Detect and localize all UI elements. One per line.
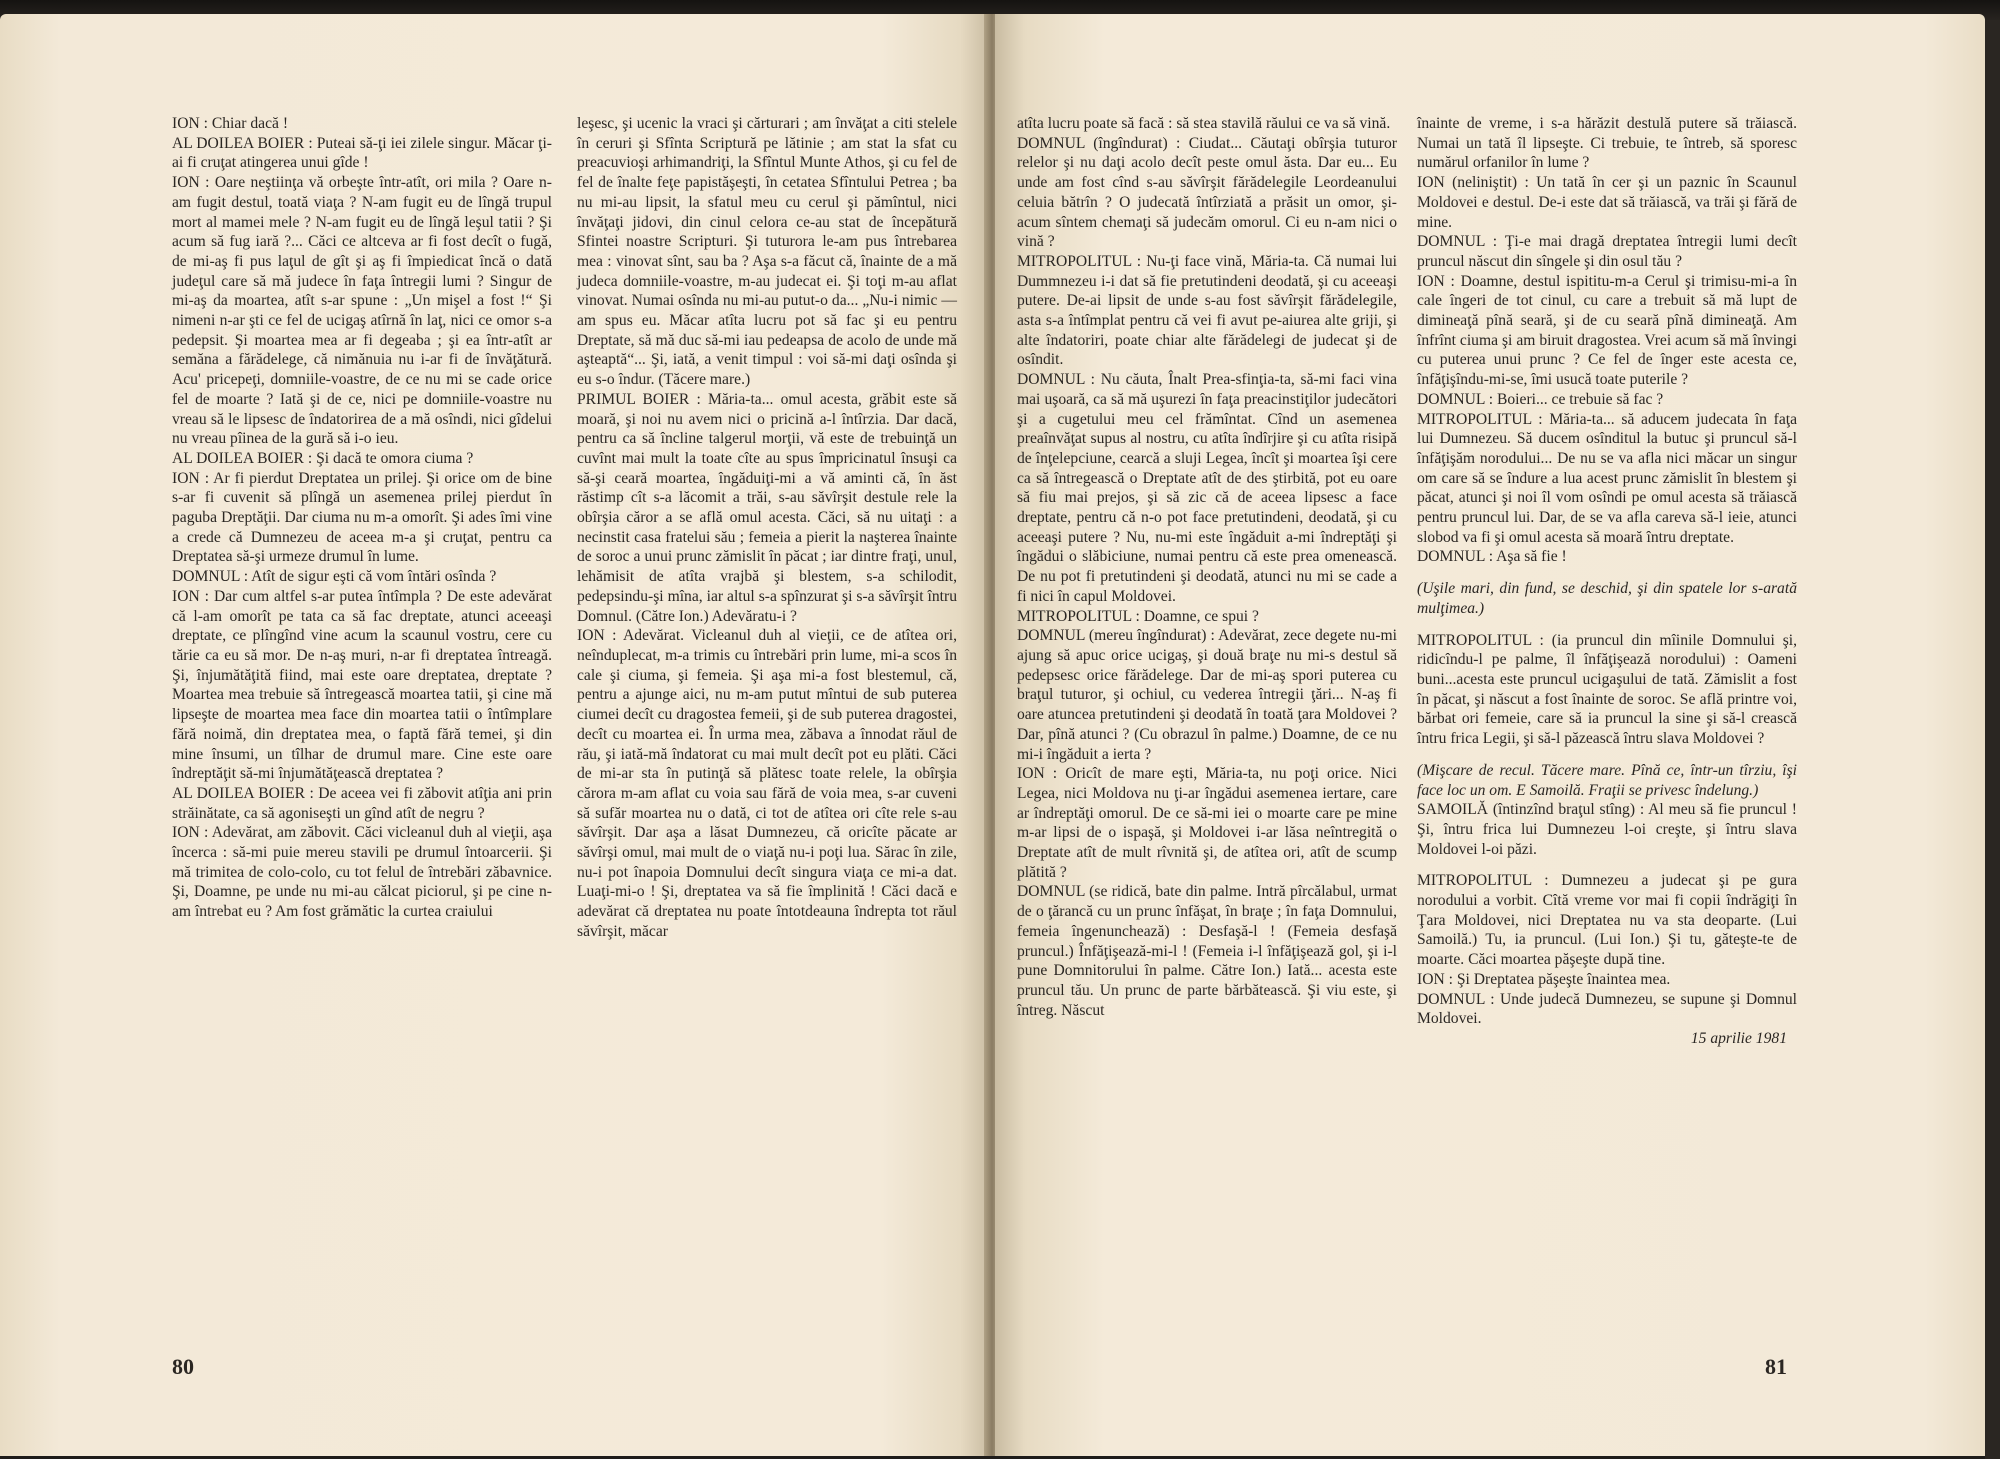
paragraph: ION : Dar cum altfel s-ar putea întîmpla ? De este adevărat că l-am omorît pe tata ca să fac dreptate, atunci aceeaşi dreptate, ce plîngînd vine acum la scaunul vostru, cere cu tărie ca eu să mor. De n-aş muri, n-ar fi dreptatea întreagă. Şi, înjumătăţită fiind, mai este oare dreptatea, dreptate ? Moartea mea trebuie să întregească moartea tatii, şi cine mă lipseşte de moartea mea face din moartea tatii o întîmplare fără noimă, din dreptatea mea, o faptă fără temei, şi din mine însumi, un tîlhar de drumul mare. Cine este oare îndreptăţit să-mi înjumătăţească dreptatea ? xyxy=(172,587,552,783)
paragraph: MITROPOLITUL : Măria-ta... să aducem judecata în faţa lui Dumnezeu. Să ducem osînditul la butuc şi pruncul să-l înfăţişăm norodului... De nu se va afla nici măcar un singur om care să se îndure a lua acest prunc zămislit în blestem şi păcat, atunci şi noi îl vom osîndi pe omul acesta să trăiască pentru pruncul lui. Dar, de se va afla careva să-l ieie, atunci slobod va fi şi omul acesta să moară întru dreptate. xyxy=(1417,410,1797,546)
right-column-2 xyxy=(1417,114,1797,1049)
page-number: 80 xyxy=(172,1354,194,1379)
date: 15 aprilie 1981 xyxy=(1690,1029,1787,1047)
paragraph: DOMNUL : Aşa să fie ! xyxy=(1417,548,1567,566)
paragraph: ION : Ar fi pierdut Dreptatea un prilej. Şi orice om de bine s-ar fi cuvenit să plîngă un asemenea prilej pierdut în paguba Dreptăţii. Dar ciuma nu m-a omorît. Şi ades îmi vine a crede că Dumnezeu de aceea m-a şi cruţat, pentru ca Dreptatea să-şi urmeze drumul în lume. xyxy=(172,469,552,566)
right-column-1 xyxy=(1017,114,1397,1020)
paragraph: atîta lucru poate să facă : să stea stavilă răului ce va să vină. xyxy=(1017,115,1391,132)
paragraph: DOMNUL : Unde judecă Dumnezeu, se supune şi Domnul Moldovei. xyxy=(1417,990,1797,1028)
paragraph: DOMNUL : Atît de sigur eşti că vom întări osînda ? xyxy=(172,568,497,586)
paragraph: AL DOILEA BOIER : De aceea vei fi zăbovit atîţia ani prin străinătate, ca să agoniseşti un gînd atît de negru ? xyxy=(172,784,552,822)
paragraph: DOMNUL (se ridică, bate din palme. Intră pîrcălabul, urmat de o ţărancă cu un prunc înfăşat, în braţe ; în faţa Domnului, femeia îngenunchează) : Desfaşă-l ! (Femeia desfaşă pruncul.) Înfăţişează-mi-l ! (Femeia i-l înfăţişează gol, şi i-l pune Domnitorului în palme. Către Ion.) Iată... acesta este pruncul tău. Un prunc de parte bărbătească. Şi viu este, şi întreg. Născut xyxy=(1017,883,1397,1019)
left-column-2 xyxy=(577,114,957,942)
paragraph: AL DOILEA BOIER : Puteai să-ţi iei zilele singur. Măcar ţi-ai fi cruţat atingerea unui gîde ! xyxy=(172,134,552,172)
paragraph: DOMNUL : Boieri... ce trebuie să fac ? xyxy=(1417,390,1664,408)
page-number: 81 xyxy=(1765,1354,1787,1379)
paragraph: înainte de vreme, i s-a hărăzit destulă putere să trăiască. Numai un tată îl lipseşte. Ci trebuie, te întreb, să sporesc numărul orfanilor în lume ? xyxy=(1417,115,1797,172)
paragraph: PRIMUL BOIER : Măria-ta... omul acesta, grăbit este să moară, şi noi nu avem nici o pricină a-l întîrzia. Dar dacă, pentru ca să încline talgerul morţii, vă este de trebuinţă un cuvînt mai mult la toate cîte au spus împricinatul însuşi ca să-şi ceară moartea, îngăduiţi-mi a vă aminti că, în ăst răstimp cît s-a lăcomit a trăi, s-au săvîrşit destule rele la obîrşia căror a se află omul acesta. Căci, să nu uitaţi : a necinstit casa fratelui său ; femeia a pierit la naşterea înainte de soroc a unui prunc zămislit în păcat ; iar dintre fraţi, unul, lehămisit de atîta vrajbă şi blestem, s-a schilodit, pedepsindu-şi mîna, iar altul s-a spînzurat şi s-a săvîrşit întru Domnul. (Către Ion.) Adevăratu-i ? xyxy=(577,390,957,625)
paragraph: ION : Oare neştiinţa vă orbeşte într-atît, ori mila ? Oare n-am fugit destul, toată viaţa ? N-am fugit eu de lîngă trupul mort al mamei mele ? N-am fugit eu de lîngă leşul tatii ? Şi acum să fug iară ?... Căci ce altceva ar fi fost decît o fugă, de mi-aş fi pus laţul de gît şi aş fi împiedicat încă o dată judeţul care să mă judece în faţa întregii lumi ? Singur de mi-aş da moartea, atît s-ar spune : „Un mişel a fost !“ Şi nimeni n-ar şti ce fel de ucigaş atîrnă în laţ, nici ce omor s-a pedepsit. Şi moartea mea ar fi degeaba ; şi ea într-atît ar semăna a fărădelege, că nimănuia nu i-ar fi de învăţătură. Acu' pricepeţi, domniile-voastre, de ce nu mi se cade orice fel de moarte ? Iată şi de ce, nici pe domniile-voastre nu vreau să le lipsesc de îndatorirea de a mă osîndi, nici gîdelui nu vreau pîinea de la gură să i-o ieu. xyxy=(172,174,552,448)
paragraph: leşesc, şi ucenic la vraci şi cărturari ; am învăţat a citi stelele în ceruri şi Sfînta Scriptură pe lătinie ; am stat la sfat cu preacuvioşi arhimandriţi, la Sfîntul Munte Athos, şi cu fel de fel de înalte feţe papistăşeşti, în cetatea Sfîntului Petrea ; ba nu mi-au lipsit, la sfatul meu cu cerul şi pămîntul, nici învăţaţi jidovi, din cinul celora ce-au stat de începătură Sfintei noastre Scripturi. Şi tuturora le-am pus întrebarea mea : vinovat sînt, sau ba ? Aşa s-a făcut că, înainte de a mă judeca domniile-voastre, m-au judecat ei. Şi toţi m-au aflat vinovat. Numai osînda nu mi-au putut-o da... „Nu-i nimic — am spus eu. Măcar atîta lucru pot să fac şi eu pentru Dreptate, să mă duc să-mi iau pedeapsa de acolo de unde mă aşteaptă“... Şi, iată, a venit timpul : voi să-mi daţi osînda şi eu s-o îndur. (Tăcere mare.) xyxy=(577,115,957,389)
paragraph: ION : Doamne, destul ispititu-m-a Cerul şi trimisu-mi-a în cale îngeri de tot cinul, cu care a trebuit să mă lupt de dimineaţă pînă seară, şi de cu seară pînă dimineaţă. Am înfrînt ciuma şi am biruit dragostea. Vrei acum să mă învingi cu puterea unui prunc ? Ce fel de înger este acesta ce, înfăţişîndu-mi-se, îmi usucă toate puterile ? xyxy=(1417,272,1797,389)
left-column-1 xyxy=(172,114,552,922)
paragraph: ION : Adevărat, am zăbovit. Căci vicleanul duh al vieţii, aşa încerca : să-mi puie mereu stavili pe drumul întoarcerii. Şi mă trimitea de colo-colo, cu tot felul de întrebări zăbavnice. Şi, Doamne, pe unde nu mi-au călcat piciorul, şi pe cine n-am întrebat eu ? Am fost grămătic la curtea craiului xyxy=(172,824,552,921)
paragraph: ION : Chiar dacă ! xyxy=(172,115,289,132)
left-page xyxy=(0,14,990,1456)
stage-direction: (Uşile mari, din fund, se deschid, şi din spatele lor s-arată mulţimea.) xyxy=(1417,580,1797,617)
paragraph: MITROPOLITUL : Dumnezeu a judecat şi pe gura norodului a vorbit. Cîtă vreme vor mai fi copii îndrăgiţi în Ţara Moldovei, nici Dreptatea nu va sta deoparte. (Lui Samoilă.) Tu, ia pruncul. (Lui Ion.) Şi tu, găteşte-te de moarte. Căci moartea păşeşte după tine. xyxy=(1417,872,1797,969)
right-page xyxy=(995,14,1985,1456)
paragraph: DOMNUL (îngîndurat) : Ciudat... Căutaţi obîrşia tuturor relelor şi nu daţi acolo decît peste omul ăsta. Dar eu... Eu unde am fost cînd s-au săvîrşit fărădelegile Leordeanului celuia bătrîn ? O judecată întîrziată a prăsit un omor, şi-acum sîntem chemaţi să judecăm omorul. Ci eu n-am nici o vină ? xyxy=(1017,134,1397,251)
paragraph: AL DOILEA BOIER : Şi dacă te omora ciuma ? xyxy=(172,449,474,467)
paragraph: DOMNUL : Nu căuta, Înalt Prea-sfinţia-ta, să-mi faci vina mai uşoară, ca să mă uşurezi în faţa preacinstiţilor judecători şi a cugetului meu cel frămîntat. Cînd un asemenea preaînvăţat supus al nostru, cu atîta îndîrjire şi cu atîta risipă de înţelepciune, cearcă a sluji Legea, încît şi moartea îşi cere ca să întregească o Dreptate atît de des ştirbită, pot eu oare să fiu mai prejos, şi să zic că de aceea lipsesc a face dreptate, pentru că n-o pot face pretutindeni, deodată, şi cu aceeaşi putere ? Nu, nu-mi este îngăduit a-mi îndreptăţi şi îngădui o slăbiciune, numai pentru că este prea omenească. De nu pot fi pretutindeni şi deodată, atunci nu mi se cade a fi nici în capul Moldovei. xyxy=(1017,371,1397,605)
paragraph: ION : Adevărat. Vicleanul duh al vieţii, ce de atîtea ori, neînduplecat, m-a trimis cu întrebări prin lume, mi-a scos în cale şi ciuma, şi femeia. Şi aşa mi-a fost blestemul, că, pentru a ajunge aici, nu m-am putut mîntui de sub puterea ciumei decît cu dragostea femeii, şi de sub puterea dragostei, decît cu moartea ei. În urma mea, zăbava a înnodat răul de rău, şi iată-mă îndatorat cu mai mult decît pot eu plăti. Căci de mi-ar sta în putinţă să plătesc toate relele, la obîrşia cărora m-am aflat cu voia sau fără de voia mea, s-ar cuveni să sufăr moartea nu o dată, ci tot de atîtea ori cîte rele s-au săvîrşit. Dar aşa a lăsat Dumnezeu, că oricîte păcate ar săvîrşi omul, mai mult de o viaţă nu-i poţi lua. Sărac în zile, nu-i pot înapoia Domnului decît singura viaţa ce mi-a dat. Luaţi-mi-o ! Şi, dreptatea va să fie împlinită ! Căci dacă e adevărat că dreptatea nu poate întotdeauna îndrepta tot răul săvîrşit, măcar xyxy=(577,627,957,940)
paragraph: ION (neliniştit) : Un tată în cer şi un paznic în Scaunul Moldovei e destul. De-i este dat să trăiască, va trăi şi fără de mine. xyxy=(1417,174,1797,231)
paragraph: MITROPOLITUL : Nu-ţi face vină, Măria-ta. Că numai lui Dummnezeu i-i dat să fie pretutindeni deodată, şi cu aceeaşi putere. De-ai lipsit de unde s-au fost săvîrşit fărădelegile, asta s-a întîmplat pentru că vei fi avut pe-aiurea alte griji, şi alte îndatoriri, poate chiar alte fărădelegi de judecat şi de osîndit. xyxy=(1017,252,1397,369)
paragraph: MITROPOLITUL : (ia pruncul din mîinile Domnului şi, ridicîndu-l pe palme, îl înfăţişează norodului) : Oameni buni...acesta este pruncul ucigaşului de tată. Zămislit a fost în păcat, şi născut a fost înainte de soroc. Se află printre voi, bărbat ori femeie, care să ia pruncul la sine şi să-l crească întru frica Legii, şi să-l păzească întru slava Moldovei ? xyxy=(1417,631,1797,748)
paragraph: DOMNUL (mereu îngîndurat) : Adevărat, zece degete nu-mi ajung să apuc orice ucigaş, şi două braţe nu mi-s destul să pedepsesc orice fărădelege. Dar de mi-aş spori puterea cu braţul tuturor, şi ochiul, cu vederea întregii ţări... N-aş fi oare atuncea pretutindeni şi deodată în toată ţara Moldovei ? Dar, pînă atunci ? (Cu obrazul în palme.) Doamne, de ce nu mi-i îngăduit a ierta ? xyxy=(1017,627,1397,763)
paragraph: ION : Oricît de mare eşti, Măria-ta, nu poţi orice. Nici Legea, nici Moldova nu ţi-ar îngădui asemenea iertare, care ar îndreptăţi omorul. De ce să-mi iei o moarte care pe mine m-ar lipsi de o ispaşă, şi Moldovei i-ar lăsa neîntregită o Dreptate atît de mult rîvnită şi, de atîtea ori, atît de scump plătită ? xyxy=(1017,765,1397,881)
paragraph: ION : Şi Dreptatea păşeşte înaintea mea. xyxy=(1417,970,1671,988)
background-right-edge xyxy=(1985,20,2000,1459)
paragraph: SAMOILĂ (întinzînd braţul stîng) : Al meu să fie pruncul ! Şi, întru frica lui Dumnezeu l-oi creşte, şi întru slava Moldovei l-oi păzi. xyxy=(1417,801,1797,858)
paragraph: DOMNUL : Ţi-e mai dragă dreptatea întregii lumi decît pruncul născut din sîngele şi din osul tău ? xyxy=(1417,233,1797,270)
paragraph: MITROPOLITUL : Doamne, ce spui ? xyxy=(1017,607,1259,625)
stage-direction: (Mişcare de recul. Tăcere mare. Pînă ce, într-un tîrziu, îşi face loc un om. E Samoilă. Fraţii se privesc îndelung.) xyxy=(1417,761,1797,799)
